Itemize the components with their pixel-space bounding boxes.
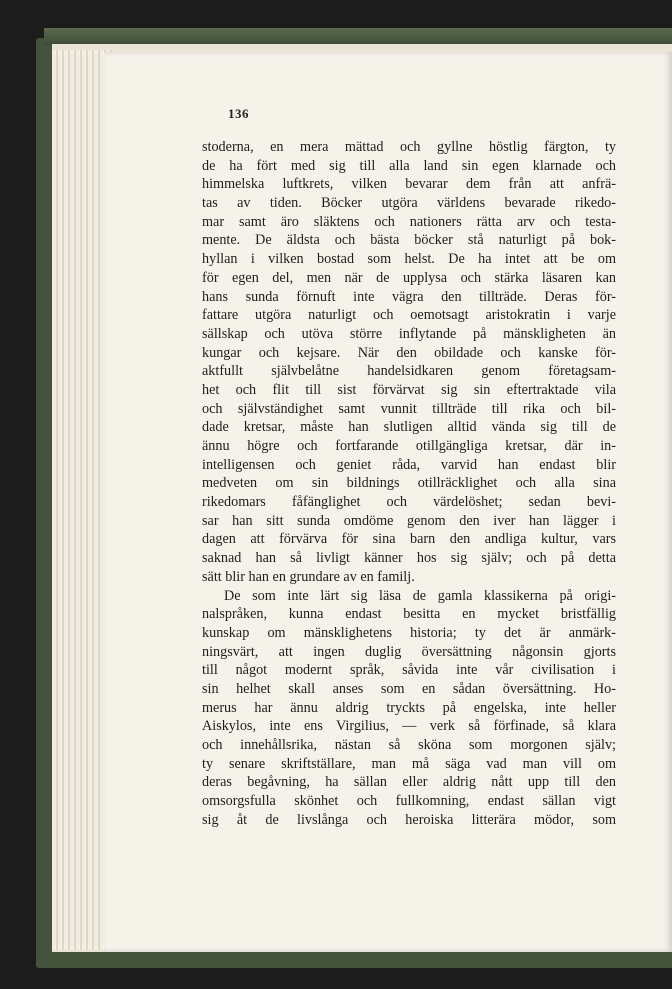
- text-line: sar han sitt sunda omdöme genom den iver han lägger i: [202, 512, 616, 529]
- text-line: och innehållsrika, nästan så sköna som morgonen själv;: [202, 737, 616, 753]
- text-line: omsorgsfulla skönhet och fullkomning, endast sällan vigt: [202, 793, 616, 810]
- text-line: för egen del, men när de upplysa och stärka läsaren kan: [202, 269, 616, 286]
- text-line: mar samt äro släktens och nationers rätta arv och testa-: [202, 213, 616, 230]
- text-line: och självständighet samt vunnit tillträde till rika och bil-: [202, 400, 616, 417]
- text-line: het och flit till sist förvärvat sig sin eftertraktade vila: [202, 381, 616, 398]
- text-line: de ha fört med sig till alla land sin egen klarnade och: [202, 157, 616, 174]
- text-line: hans sunda förnuft inte vägra den tillträde. Deras för-: [202, 288, 616, 305]
- text-line: intelligensen och geniet råda, varvid han endast blir: [202, 456, 616, 473]
- text-line: fattare utgöra naturligt och oemotsagt aristokratin i varje: [202, 307, 616, 324]
- paragraph-2: [202, 587, 616, 830]
- text-line: ännu högre och fortfarande otillgängliga kretsar, där in-: [202, 438, 616, 454]
- text-line: kungar och kejsare. När den obildade och kanske för-: [202, 344, 616, 361]
- text-line: sin helhet skall anses som en sådan översättning. Ho-: [202, 680, 616, 697]
- text-line: De som inte lärt sig läsa de gamla klassikerna på origi-: [224, 587, 616, 604]
- paragraph-1: [202, 138, 616, 587]
- text-line: mente. De äldsta och bästa böcker stå naturligt på bok-: [202, 232, 616, 249]
- text-line: himmelska luftkrets, vilken bevarar dem från att anfrä-: [202, 176, 616, 193]
- text-line: ningsvärt, att ingen duglig översättning någonsin gjorts: [202, 643, 616, 660]
- text-line: merus har ännu aldrig tryckts på engelska, inte heller: [202, 699, 616, 716]
- text-line: deras begåvning, ha sällan eller aldrig nått upp till den: [202, 774, 616, 791]
- page-edges: [52, 50, 112, 950]
- text-line: kunskap om mänsklighetens historia; ty det är anmärk-: [202, 624, 616, 641]
- text-line: medveten om sin bildnings otillräcklighet och alla sina: [202, 475, 616, 492]
- text-line: dade kretsar, måste han slutligen alltid vända sig till de: [202, 419, 616, 436]
- body-text: [202, 138, 616, 829]
- text-line: sig åt de livslånga och heroiska litterära mödor, som: [202, 811, 616, 828]
- text-line: rikedomars fåfänglighet och värdelöshet; sedan bevi-: [202, 494, 616, 511]
- text-line: aktfullt självbelåtne handelsidkaren genom företagsam-: [202, 363, 616, 380]
- text-line: sällskap och utöva större inflytande på mänskligheten än: [202, 325, 616, 342]
- text-line: nalspråken, kunna endast besitta en mycket bristfällig: [202, 606, 616, 623]
- text-line: ty senare skriftställare, man må säga vad man vill om: [202, 755, 616, 772]
- text-line: sätt blir han en grundare av en familj.: [202, 568, 415, 585]
- text-line: Aiskylos, inte ens Virgilius, — verk så förfinade, så klara: [202, 718, 616, 735]
- page-number: 136: [228, 106, 249, 121]
- text-line: saknad han så livligt känner hos sig själv; och på detta: [202, 550, 616, 567]
- text-line: stoderna, en mera mättad och gyllne höstlig färgton, ty: [202, 139, 616, 155]
- text-line: tas av tiden. Böcker utgöra världens bevarade rikedo-: [202, 195, 616, 212]
- text-line: dagen att förvärva för sina barn den andliga kultur, vars: [202, 531, 616, 548]
- text-line: till något modernt språk, såvida inte vår civilisation i: [202, 662, 616, 679]
- text-line: hyllan i vilken bostad som helst. De ha intet att be om: [202, 251, 616, 268]
